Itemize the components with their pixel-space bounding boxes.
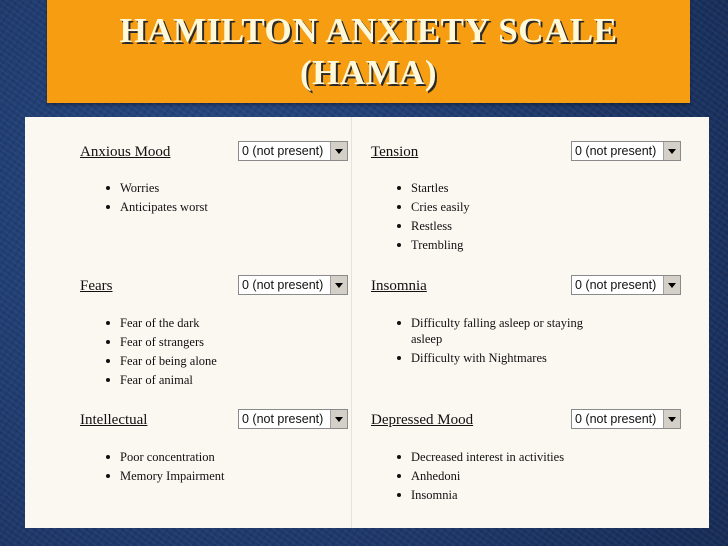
- list-item: Poor concentration: [80, 449, 310, 465]
- anxious-mood-symptom-list: [80, 180, 310, 218]
- dropdown-arrow-icon[interactable]: [663, 142, 680, 160]
- list-item: Startles: [371, 180, 601, 196]
- insomnia-select-value: 0 (not present): [575, 278, 657, 292]
- section-label-anxious-mood[interactable]: Anxious Mood: [80, 144, 171, 160]
- list-item: Anticipates worst: [80, 199, 310, 215]
- intellectual-select[interactable]: [238, 409, 348, 429]
- tension-select-value: 0 (not present): [575, 144, 657, 158]
- column-divider: [351, 117, 352, 528]
- list-item: Difficulty with Nightmares: [371, 350, 601, 366]
- section-label-depressed-mood[interactable]: Depressed Mood: [371, 412, 474, 428]
- list-item: Trembling: [371, 237, 601, 253]
- section-label-tension[interactable]: Tension: [371, 144, 419, 160]
- fears-select[interactable]: [238, 275, 348, 295]
- depressed-mood-select-value: 0 (not present): [575, 412, 657, 426]
- dropdown-arrow-icon[interactable]: [663, 276, 680, 294]
- list-item: Decreased interest in activities: [371, 449, 601, 465]
- list-item: Fear of animal: [80, 372, 310, 388]
- dropdown-arrow-icon[interactable]: [663, 410, 680, 428]
- title-banner: [47, 0, 690, 103]
- list-item: Fear of the dark: [80, 315, 310, 331]
- depressed-mood-symptom-list: [371, 449, 601, 506]
- list-item: Worries: [80, 180, 310, 196]
- anxious-mood-select[interactable]: [238, 141, 348, 161]
- slide-title: HAMILTON ANXIETY SCALE: [119, 10, 618, 50]
- insomnia-select[interactable]: [571, 275, 681, 295]
- insomnia-symptom-list: [371, 315, 601, 369]
- depressed-mood-select[interactable]: [571, 409, 681, 429]
- section-label-fears[interactable]: Fears: [80, 278, 113, 294]
- list-item: Fear of strangers: [80, 334, 310, 350]
- fears-symptom-list: [80, 315, 310, 391]
- tension-select[interactable]: [571, 141, 681, 161]
- list-item: Difficulty falling asleep or staying asleep: [371, 315, 601, 347]
- section-label-insomnia[interactable]: Insomnia: [371, 278, 427, 294]
- tension-symptom-list: [371, 180, 601, 256]
- list-item: Cries easily: [371, 199, 601, 215]
- scale-form-panel: [25, 117, 709, 528]
- slide-subtitle: (HAMA): [299, 52, 438, 92]
- list-item: Anhedoni: [371, 468, 601, 484]
- dropdown-arrow-icon[interactable]: [330, 142, 347, 160]
- list-item: Memory Impairment: [80, 468, 310, 484]
- list-item: Fear of being alone: [80, 353, 310, 369]
- section-label-intellectual[interactable]: Intellectual: [80, 412, 148, 428]
- fears-select-value: 0 (not present): [242, 278, 324, 292]
- dropdown-arrow-icon[interactable]: [330, 410, 347, 428]
- list-item: Restless: [371, 218, 601, 234]
- dropdown-arrow-icon[interactable]: [330, 276, 347, 294]
- intellectual-select-value: 0 (not present): [242, 412, 324, 426]
- anxious-mood-select-value: 0 (not present): [242, 144, 324, 158]
- intellectual-symptom-list: [80, 449, 310, 487]
- list-item: Insomnia: [371, 487, 601, 503]
